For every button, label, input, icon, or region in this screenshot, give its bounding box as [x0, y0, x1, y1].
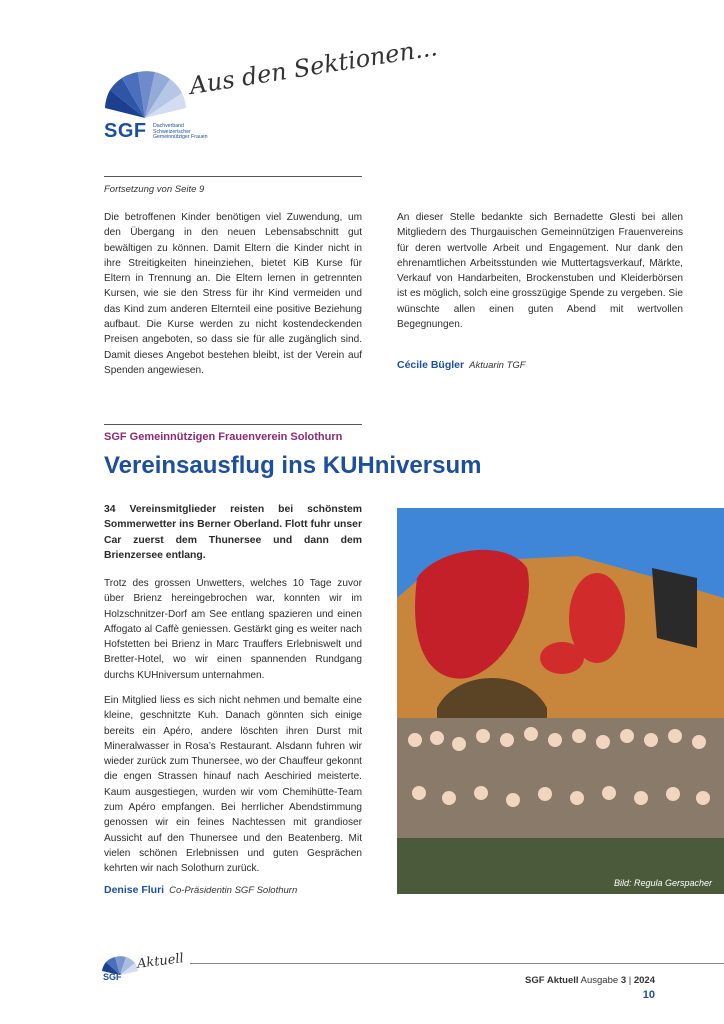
- continuation-note: Fortsetzung von Seite 9: [104, 184, 205, 195]
- footer-logo-wordmark: SGF: [103, 972, 122, 982]
- article1-left-column: Die betroffenen Kinder benötigen viel Zuwendung, um den Übergang in den neuen Lebensabschnitt gut bewältigen zu können. Damit Eltern die Kinder nicht in ihre Streitigkeiten hineinziehen, bietet KiB Kurse für Eltern in Trennung an. Die Eltern lernen in getrennten Kursen, wie sie den Stress für ihr Kind vermeiden und das Kind zum anderen Elternteil eine positive Beziehung aufbaut. Die Kurse werden zu nicht kostendeckenden Preisen angeboten, so dass sie für alle zugänglich sind. Damit dieses Angebot bestehen bleibt, ist der Verein auf Spenden angewiesen.: [104, 212, 362, 376]
- author-name: Denise Fluri: [104, 884, 165, 896]
- page-number: 10: [642, 989, 655, 1001]
- group-photo: [397, 508, 724, 894]
- logo-subtitle: Dachverband Schweizerischer Gemeinnütziger Frauen: [153, 123, 208, 141]
- divider: [104, 176, 362, 177]
- publication-name: SGF Aktuell: [525, 975, 579, 986]
- footer-script-title: Aktuell: [136, 951, 185, 972]
- sgf-fan-logo-icon: [100, 68, 190, 124]
- footer-issue: SGF Aktuell Ausgabe 3 | 2024: [525, 975, 655, 986]
- article2-kicker: SGF Gemeinnützigen Frauenverein Solothurn: [104, 431, 343, 443]
- author-name: Cécile Bügler: [397, 359, 465, 371]
- article1-right-column: An dieser Stelle bedankte sich Bernadette Glesti bei allen Mitgliedern des Thurgauischen Gemeinnützigen Frauenvereins für deren wertvolle Arbeit und Engagement. Nur dank den ehrenamtlichen Arbeitsstunden wie Muttertagsverkauf, Märkte, Verkauf von Handarbeiten, Brockenstuben und Kleiderbörsen ist es möglich, solch eine grosszügige Spende zu vergeben. Sie wünschte allen einen guten Abend mit wertvollen Begegnungen.: [397, 212, 683, 331]
- article1-signature: [397, 359, 526, 371]
- issue-label: Ausgabe: [580, 975, 619, 986]
- divider: [104, 424, 362, 425]
- section-title: Aus den Sektionen...: [187, 33, 440, 101]
- photo-illustration: [397, 508, 724, 894]
- photo-credit: Bild: Regula Gerspacher: [613, 878, 712, 888]
- article2-paragraph: Trotz des grossen Unwetters, welches 10 Tage zuvor über Brienz hereingebrochen war, konnten wir im Holzschnitzer-Dorf am See entlang spazieren und einen Affogato al Caffè geniessen. Gestärkt ging es weiter nach Hofstetten bei Brienz in Marc Trauffers Erlebniswelt und Bretter-Hotel, wo wir einen spannenden Rundgang durchs KUHniversum unternahmen.: [104, 578, 362, 681]
- article2-signature: [104, 884, 297, 896]
- issue-number: 3: [620, 975, 627, 986]
- article2-headline: Vereinsausflug ins KUHniversum: [104, 452, 482, 479]
- issue-year: 2024: [633, 975, 655, 986]
- logo-wordmark: SGF: [104, 120, 147, 142]
- author-role: Aktuarin TGF: [469, 360, 526, 371]
- footer-divider: [190, 963, 724, 964]
- article2-lead: 34 Vereinsmitglieder reisten bei schönstem Sommerwetter ins Berner Oberland. Flott fuhr unser Car zuerst dem Thunersee und dann dem Brienzersee entlang.: [104, 504, 362, 561]
- article2-paragraph: Ein Mitglied liess es sich nicht nehmen und bemalte eine kleine, geschnitzte Kuh. Danach gönnten sich einige bereits ein Apéro, andere löschten ihren Durst mit Mineralwasser in Rosa’s Restaurant. Alsdann fuhren wir wieder zurück zum Thunersee, wo der Chauffeur gekonnt die engen Strassen hinauf nach Aeschiried meisterte. Kaum ausgestiegen, wurden wir vom Chemihütte-Team zum Apéro empfangen. Bei herrlicher Abendstimmung genossen wir ein feines Nachtessen mit grandioser Aussicht auf den Thunersee und den Beatenberg. Mit vielen schönen Erlebnissen und guten Gesprächen kehrten wir nach Solothurn zurück.: [104, 695, 362, 875]
- author-role: Co-Präsidentin SGF Solothurn: [169, 885, 298, 896]
